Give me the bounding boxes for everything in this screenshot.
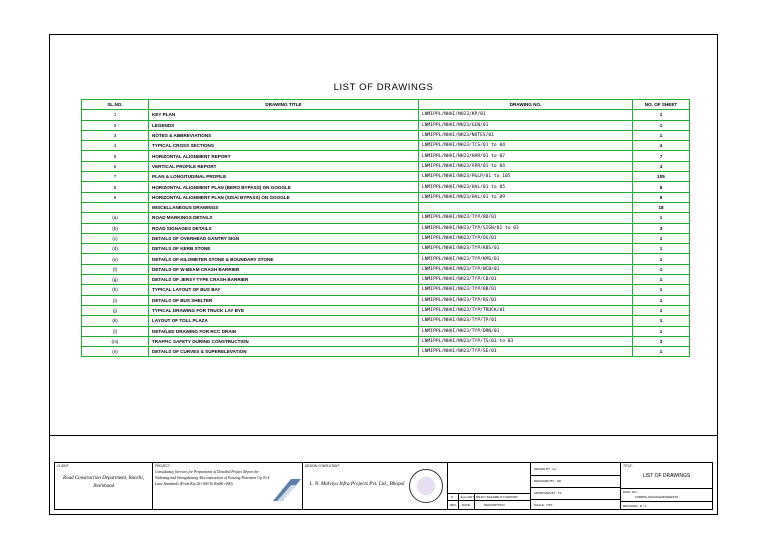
col-drawing-title: DRAWING TITLE: [149, 100, 419, 110]
row-dwg-no: LNMIPPL/NHAI/NH23/HAL/01 to 05: [419, 182, 633, 192]
title-label: TITLE :: [623, 464, 634, 468]
row-sheets: 105: [633, 172, 690, 182]
company-seal-icon: [409, 469, 443, 503]
row-dwg-no: LNMIPPL/NHAI/NH23/TYP/SIGN/01 to 03: [419, 223, 633, 233]
row-sl: (l): [82, 326, 149, 336]
row-dwg-no: LNMIPPL/NHAI/NH23/TYP/BB/01: [419, 285, 633, 295]
table-row: [82, 254, 690, 264]
title-divider: [621, 488, 712, 489]
table-row: [82, 151, 690, 161]
row-dwg-no: LNMIPPL/NHAI/NH23/TYP/WCB/01: [419, 264, 633, 274]
row-sheets: 3: [633, 336, 690, 346]
row-sl: (f): [82, 264, 149, 274]
row-title: ROAD MARKINGS DETAILS: [149, 213, 419, 223]
consultant-label: DESIGN CONSULTANT: [305, 464, 340, 468]
row-title: DETAILS OF CURVES & SUPERELEVATION: [149, 347, 419, 357]
road-logo-icon: [273, 479, 301, 501]
row-sl: (i): [82, 295, 149, 305]
title-value: LIST OF DRAWINGS: [642, 473, 691, 479]
row-dwg-no: LNMIPPL/NHAI/NH23/GEN/01: [419, 120, 633, 130]
revision-code: REVISION : R - 0: [623, 504, 647, 508]
row-title: DETAILED DRAWING FOR RCC DRAIN: [149, 326, 419, 336]
table-row: [82, 182, 690, 192]
table-row: [82, 326, 690, 336]
signature-divider: [531, 487, 620, 488]
row-sl: (a): [82, 213, 149, 223]
client-cell: [55, 463, 153, 509]
signature-divider: [531, 499, 620, 500]
row-dwg-no: LNMIPPL/NHAI/NH23/TYP/SE/01: [419, 347, 633, 357]
row-title: TYPICAL CROSS SECTIONS: [149, 141, 419, 151]
row-sheets: 1: [633, 275, 690, 285]
table-row: [82, 192, 690, 202]
revision-col-line: [458, 493, 459, 509]
row-sl: 5: [82, 151, 149, 161]
row-dwg-no: LNMIPPL/NHAI/NH23/TCS/01 to 04: [419, 141, 633, 151]
col-sl-no: SL.NO.: [82, 100, 149, 110]
signatures-cell: [531, 463, 621, 509]
row-title: DETAILS OF BUS SHELTER: [149, 295, 419, 305]
row-sl: (c): [82, 233, 149, 243]
row-title: KEY PLAN: [149, 110, 419, 120]
row-dwg-no: LNMIPPL/NHAI/NH23/HAR/01 to 07: [419, 151, 633, 161]
row-title: DETAILS OF KERB STONE: [149, 244, 419, 254]
row-dwg-no: LNMIPPL/NHAI/NH23/TYP/OG/01: [419, 233, 633, 243]
row-title: DETAILS OF OVERHEAD GANTRY SIGN: [149, 233, 419, 243]
dwg-no-value: LNMIPPL/NHAI/NH23/INDEX/01: [635, 495, 679, 499]
row-sl: (n): [82, 347, 149, 357]
row-sl: (e): [82, 254, 149, 264]
revision-col-line: [474, 493, 475, 509]
row-title: PLAN & LONGITUDINAL PROFILE: [149, 172, 419, 182]
project-label: PROJECT :: [155, 464, 172, 468]
revision-history-cell: [448, 463, 531, 509]
row-title: DETAILS OF KILOMETER STONE & BOUNDARY STONE: [149, 254, 419, 264]
row-sheets: 1: [633, 130, 690, 140]
approved-by: APPROVED BY : TL: [534, 491, 562, 495]
table-row: [82, 295, 690, 305]
table-row: [82, 347, 690, 357]
row-title: HORIZONTAL ALIGNMENT PLAN (BERO BYPASS) ON GOOGLE: [149, 182, 419, 192]
row-title: DETAILS OF W-BEAM CRASH BARRIER: [149, 264, 419, 274]
row-dwg-no: LNMIPPL/NHAI/NH23/NOTES/01: [419, 130, 633, 140]
row-sheets: 1: [633, 264, 690, 274]
row-sl: (k): [82, 316, 149, 326]
table-row: [82, 161, 690, 171]
row-title: NOTES & ABBREVIATIONS: [149, 130, 419, 140]
revision-header-rev: REV.: [450, 503, 457, 507]
row-dwg-no: LNMIPPL/NHAI/NH23/TYP/TRUCK/01: [419, 305, 633, 315]
row-sl: (j): [82, 305, 149, 315]
project-description: Consultancy Services for Preparation of Detailed Project Report for Widening and Strengthening /Reconstruction of Existing Pavement Up To 4 Lane Standards (From Km 26+000 To Km86+000): [155, 470, 270, 487]
drawing-sheet: [49, 34, 718, 515]
row-dwg-no: LNMIPPL/NHAI/NH23/TYP/KBS/01: [419, 244, 633, 254]
row-sheets: 5: [633, 182, 690, 192]
row-title: ROAD SIGNAGES DETAILS: [149, 223, 419, 233]
row-title: HORIZONTAL ALIGNMENT REPORT: [149, 151, 419, 161]
row-sheets: 1: [633, 285, 690, 295]
row-sl: 8: [82, 182, 149, 192]
row-dwg-no: LNMIPPL/NHAI/NH23/VPR/01 to 04: [419, 161, 633, 171]
row-sheets: 4: [633, 161, 690, 171]
project-cell: [153, 463, 303, 509]
drawings-table: [81, 99, 690, 357]
row-dwg-no: LNMIPPL/NHAI/NH23/TYP/TP/01: [419, 316, 633, 326]
row-sl: 4: [82, 141, 149, 151]
revision-divider: [448, 493, 530, 494]
row-sheets: 1: [633, 213, 690, 223]
row-dwg-no: LNMIPPL/NHAI/NH23/KP/01: [419, 110, 633, 120]
row-sl: 1: [82, 110, 149, 120]
col-no-of-sheet: NO. OF SHEET: [633, 100, 690, 110]
row-sheets: 1: [633, 295, 690, 305]
table-row: [82, 244, 690, 254]
row-sheets: 1: [633, 110, 690, 120]
row-sl: 7: [82, 172, 149, 182]
revision-divider: [448, 500, 530, 501]
row-sheets: 1: [633, 326, 690, 336]
row-sl: (h): [82, 285, 149, 295]
row-title: TRAFFIC SAFETY DURING CONSTRUCTION: [149, 336, 419, 346]
row-sl: (m): [82, 336, 149, 346]
client-label: CLIENT :: [57, 464, 71, 468]
table-row: [82, 213, 690, 223]
row-title: MISCELLANEOUS DRAWINGS: [149, 202, 419, 212]
table-row: [82, 202, 690, 212]
row-sheets: 1: [633, 316, 690, 326]
title-divider: [621, 501, 712, 502]
row-sl: (d): [82, 244, 149, 254]
row-sheets: 9: [633, 192, 690, 202]
row-dwg-no: LNMIPPL/NHAI/NH23/TYP/CB/01: [419, 275, 633, 285]
row-title: HORIZONTAL ALIGNMENT PLAN (SISAI BYPASS) ON GOOGLE: [149, 192, 419, 202]
row-title: TYPICAL LAYOUT OF BUS BAY: [149, 285, 419, 295]
table-row: [82, 285, 690, 295]
row-sheets: 1: [633, 244, 690, 254]
col-drawing-no: DRAWING NO.: [419, 100, 633, 110]
consultant-cell: [303, 463, 448, 509]
revision-header-description: DESCRIPTION: [484, 503, 505, 507]
table-row: [82, 264, 690, 274]
row-sheets: 1: [633, 305, 690, 315]
table-row: [82, 336, 690, 346]
row-sheets: 1: [633, 347, 690, 357]
scale: SCALE : NTS: [534, 503, 553, 507]
table-row: [82, 120, 690, 130]
revision-date: June 2017: [460, 495, 475, 499]
row-dwg-no: LNMIPPL/NHAI/NH23/TYP/BS/01: [419, 295, 633, 305]
drawn-by: DRAWN BY : LA: [534, 467, 557, 471]
table-row: [82, 110, 690, 120]
row-sl: 2: [82, 120, 149, 130]
client-name: Road Construction Department, Ranchi, Jharkhand: [63, 476, 144, 489]
title-block: [54, 462, 713, 510]
signature-divider: [531, 475, 620, 476]
row-sheets: 3: [633, 223, 690, 233]
row-title: VERTICAL PROFILE REPORT: [149, 161, 419, 171]
dwg-no-label: DWG. NO. :: [623, 490, 639, 494]
table-row: [82, 305, 690, 315]
row-sl: 9: [82, 192, 149, 202]
row-title: LAYOUT OF TOLL PLAZA: [149, 316, 419, 326]
table-header-row: [82, 100, 690, 110]
row-dwg-no: LNMIPPL/NHAI/NH23/TYP/TS/01 to 03: [419, 336, 633, 346]
table-row: [82, 141, 690, 151]
page-title: LIST OF DRAWINGS: [333, 82, 434, 93]
table-row: [82, 130, 690, 140]
row-sheets: 18: [633, 202, 690, 212]
row-sheets: 4: [633, 141, 690, 151]
drawings-table-body: [82, 110, 690, 357]
revision-number: 0: [451, 495, 453, 499]
separator-line: [50, 435, 717, 436]
row-sheets: 7: [633, 151, 690, 161]
row-sheets: 1: [633, 233, 690, 243]
consultant-name: L. N. Malviya Infra Projects Pvt. Ltd., Bhopal: [309, 481, 405, 487]
table-row: [82, 233, 690, 243]
row-dwg-no: LNMIPPL/NHAI/NH23/HAL/01 to 09: [419, 192, 633, 202]
row-sl: [82, 202, 149, 212]
row-sl: 3: [82, 130, 149, 140]
row-sl: (g): [82, 275, 149, 285]
row-dwg-no: LNMIPPL/NHAI/NH23/TYP/KMS/01: [419, 254, 633, 264]
table-row: [82, 275, 690, 285]
row-dwg-no: LNMIPPL/NHAI/NH23/TYP/RD/01: [419, 213, 633, 223]
row-sl: 6: [82, 161, 149, 171]
row-dwg-no: LNMIPPL/NHAI/NH23/TYP/DRN/01: [419, 326, 633, 336]
revision-header-date: DATE: [462, 503, 470, 507]
table-row: [82, 316, 690, 326]
row-title: DETAILS OF JERSY TYPE CRASH BARRIER: [149, 275, 419, 285]
row-title: TYPICAL DRAWING FOR TRUCK LAY BYE: [149, 305, 419, 315]
row-title: LEGENDS: [149, 120, 419, 130]
row-sl: (b): [82, 223, 149, 233]
row-sheets: 1: [633, 254, 690, 264]
row-sheets: 1: [633, 120, 690, 130]
table-row: [82, 172, 690, 182]
revision-description: DRAFT FEASIBILITY REPORT: [476, 495, 518, 499]
table-row: [82, 223, 690, 233]
row-dwg-no: LNMIPPL/NHAI/NH23/P&LP/01 to 105: [419, 172, 633, 182]
designed-by: DESIGNED BY : SD: [534, 479, 562, 483]
title-cell: [621, 463, 712, 509]
row-dwg-no: [419, 202, 633, 212]
